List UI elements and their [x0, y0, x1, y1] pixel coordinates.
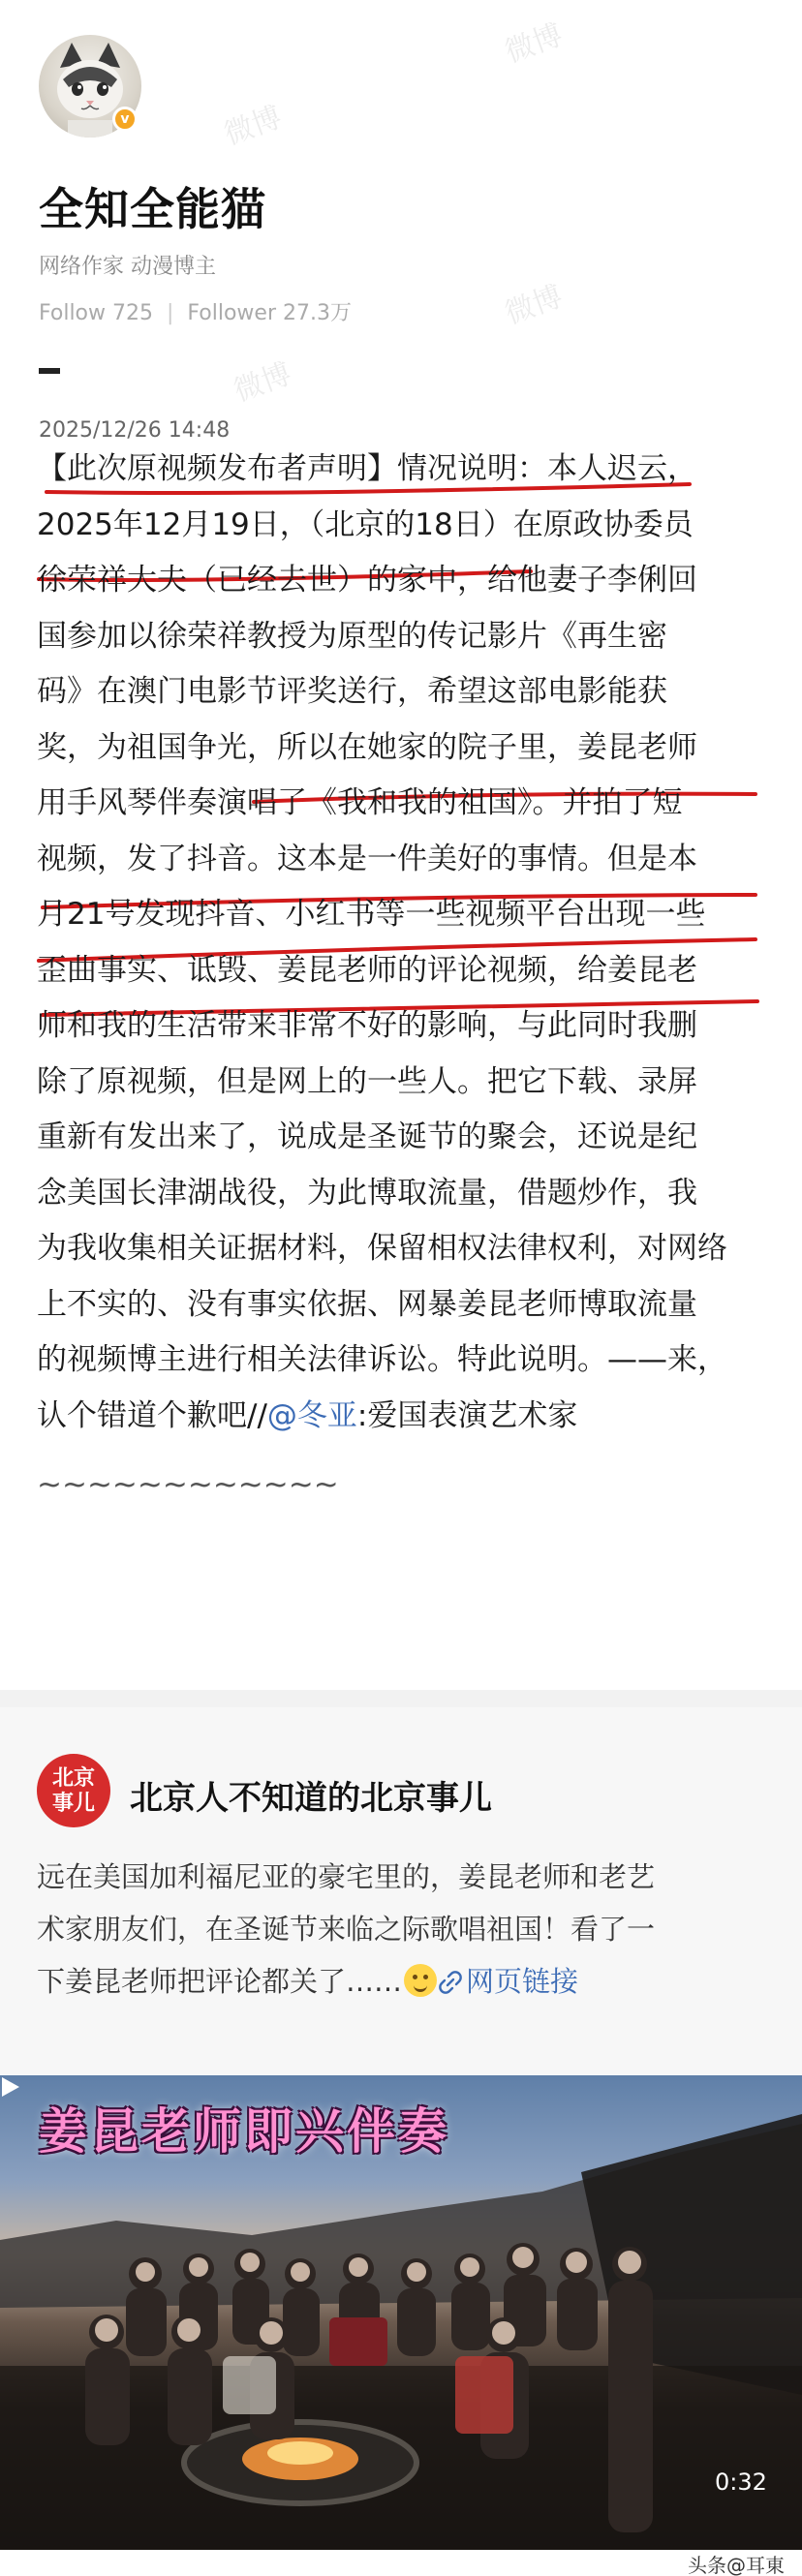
video-duration: 0:32	[715, 2469, 767, 2496]
post-tildes: ~~~~~~~~~~~~	[37, 1467, 339, 1502]
repost-avatar-text: 北京	[51, 1765, 95, 1791]
repost-last-line	[37, 1955, 773, 2008]
verified-badge-icon: v	[112, 107, 138, 132]
watermark: 微博	[220, 100, 287, 152]
post-line: 2025年12月19日，（北京的18日）在原政协委员	[37, 506, 694, 542]
repost-card[interactable]	[0, 1707, 802, 2075]
post-last-line-suffix: :爱国表演艺术家	[356, 1397, 578, 1433]
repost-avatar[interactable]	[37, 1754, 110, 1827]
footer	[0, 2550, 802, 2576]
repost-body	[37, 1851, 773, 2008]
post-line: 奖，为祖国争光，所以在她家的院子里，姜昆老师	[37, 729, 697, 765]
post-line: 的视频博主进行相关法律诉讼。特此说明。——来，	[37, 1342, 727, 1377]
play-icon[interactable]	[0, 2075, 21, 2099]
follow-count[interactable]: Follow 725	[39, 301, 153, 325]
profile-bio: 网络作家 动漫博主	[39, 255, 216, 279]
post-body	[37, 442, 773, 1514]
smile-emoji-icon	[404, 1964, 437, 1997]
watermark: 微博	[230, 356, 296, 409]
follower-count[interactable]: Follower 27.3万	[187, 301, 352, 325]
post-line: 码》在澳门电影节评奖送行，希望这部电影能获	[37, 674, 667, 709]
post-line: 除了原视频，但是网上的一些人。把它下载、录屏	[37, 1063, 697, 1099]
repost-last-line-prefix: 下姜昆老师把评论都关了……	[37, 1965, 403, 1998]
repost-line: 远在美国加利福尼亚的豪宅里的，姜昆老师和老艺	[37, 1860, 656, 1893]
repost-author-name[interactable]: 北京人不知道的北京事儿	[130, 1779, 492, 1818]
post-line: 重新有发出来了，说成是圣诞节的聚会，还说是纪	[37, 1119, 697, 1154]
section-divider	[0, 1690, 802, 1707]
post-line: 歪曲事实、诋毁、姜昆老师的评论视频，给姜昆老	[37, 952, 697, 988]
post-line: 国参加以徐荣祥教授为原型的传记影片《再生密	[37, 618, 667, 654]
post-line: 视频，发了抖音。这本是一件美好的事情。但是本	[37, 841, 697, 876]
repost-line: 术家朋友们，在圣诞节来临之际歌唱祖国！看了一	[37, 1913, 656, 1946]
web-link[interactable]	[439, 1965, 578, 1998]
link-icon	[439, 1971, 462, 1994]
post-last-line	[37, 1389, 773, 1445]
video-player[interactable]	[0, 2075, 802, 2550]
post-line: 用手风琴伴奏演唱了《我和我的祖国》。并拍了短	[37, 785, 683, 820]
post-line: 上不实的、没有事实依据、网暴姜昆老师博取流量	[37, 1286, 697, 1322]
profile-name[interactable]: 全知全能猫	[39, 183, 266, 235]
post-line: 【此次原视频发布者声明】情况说明：本人迟云，	[37, 451, 697, 486]
footer-credit: 头条@耳東	[688, 2554, 785, 2576]
post-line: 徐荣祥大夫（已经去世）的家中，给他妻子李俐回	[37, 563, 697, 598]
post-line: 为我收集相关证据材料，保留相权法律权利，对网络	[37, 1231, 727, 1266]
post-line: 念美国长津湖战役，为此博取流量，借题炒作，我	[37, 1175, 697, 1211]
post-line: 师和我的生活带来非常不好的影响，与此同时我删	[37, 1008, 697, 1043]
video-title-overlay: 姜昆老师即兴伴奏	[39, 2102, 449, 2160]
section-marker	[39, 368, 60, 374]
watermark: 微博	[501, 17, 568, 70]
repost-avatar-text: 事儿	[51, 1791, 95, 1816]
post-date: 2025/12/26 14:48	[39, 418, 231, 443]
post-last-line-prefix: 认个错道个歉吧//	[37, 1397, 267, 1433]
web-link-label: 网页链接	[466, 1965, 579, 1998]
mention-link[interactable]: @冬亚	[266, 1397, 357, 1433]
watermark: 微博	[501, 279, 568, 331]
follow-separator: |	[167, 301, 174, 325]
follow-stats	[39, 296, 352, 326]
post-line: 月21号发现抖音、小红书等一些视频平台出现一些	[37, 897, 706, 932]
